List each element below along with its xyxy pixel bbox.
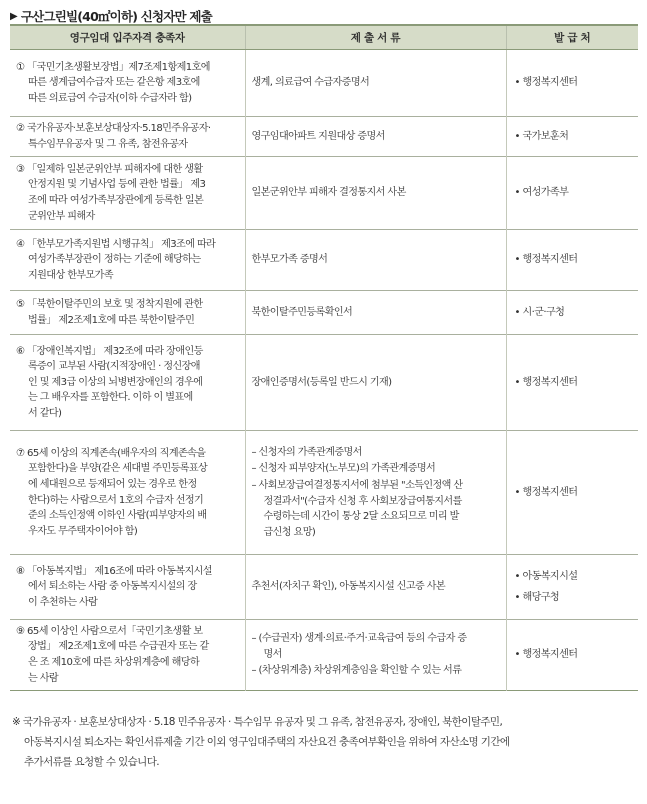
section-title: [10, 6, 212, 26]
footnote-line: 추가서류를 요청할 수 있습니다.: [24, 756, 160, 768]
document-line: 수령하는데 시간이 통상 2달 소요되므로 미리 발: [263, 511, 459, 523]
table-body: [10, 50, 638, 691]
document-line: 장애인증명서(등록일 반드시 기재): [251, 376, 392, 388]
eligibility-line: 특수임무유공자 및 그 유족, 참전유공자: [28, 138, 188, 150]
eligibility-cell: [10, 291, 245, 335]
eligibility-line: ⑤ 「북한이탈주민의 보호 및 정착지원에 관한: [16, 298, 203, 310]
eligibility-line: 인 및 제3급 이상의 뇌병변장애인의 경우에: [28, 376, 203, 388]
eligibility-line: 이 추천하는 사람: [28, 596, 98, 608]
issuer-item: • 국가보훈처: [514, 130, 569, 142]
eligibility-line: 는 그 배우자를 포함한다. 이하 이 별표에: [28, 392, 193, 404]
eligibility-line: 지원대상 한부모가족: [28, 269, 113, 281]
eligibility-line: ⑥ 「장애인복지법」 제32조에 따라 장애인등: [16, 345, 203, 357]
eligibility-line: 은 조 제10호에 따른 차상위계층에 해당하: [28, 657, 200, 668]
table-row: [10, 117, 638, 157]
document-line: 영구임대아파트 지원대상 증명서: [251, 130, 385, 142]
document-item: [252, 252, 500, 268]
eligibility-cell: [10, 117, 245, 157]
document-line: 급신청 요망): [263, 526, 316, 538]
header-eligible: 영구임대 입주자격 충족자: [10, 25, 245, 50]
issuer-item: • 행정복지센터: [514, 254, 578, 266]
documents-cell: [245, 620, 506, 691]
eligibility-line: 서 같다): [28, 407, 62, 419]
eligibility-line: 준의 소득인정액 이하인 사람(피부양자의 배: [28, 510, 207, 522]
issuer-cell: [506, 230, 638, 291]
eligibility-cell: [10, 555, 245, 620]
issuer-cell: [506, 555, 638, 620]
eligibility-cell: [10, 50, 245, 117]
documents-cell: [245, 555, 506, 620]
issuer-item: • 행정복지센터: [514, 376, 578, 388]
eligibility-cell: [10, 157, 245, 230]
eligibility-line: 는 사람: [28, 672, 59, 684]
table-row: [10, 620, 638, 691]
issuer-item: • 행정복지센터: [514, 77, 578, 89]
table-row: [10, 291, 638, 335]
eligibility-line: 안정지원 및 기념사업 등에 관한 법률」 제3: [28, 179, 206, 191]
eligibility-line: ⑨ 65세 이상인 사람으로서「국민기초생활 보: [16, 625, 203, 637]
issuer-cell: [506, 157, 638, 230]
table-row: [10, 431, 638, 555]
document-item: [252, 663, 500, 679]
document-line: 북한이탈주민등록확인서: [251, 306, 353, 318]
eligibility-line: ② 국가유공자·보훈보상대상자·5.18민주유공자·: [16, 122, 211, 134]
issuer-item: • 행정복지센터: [514, 649, 578, 661]
documents-cell: [245, 50, 506, 117]
eligibility-cell: [10, 335, 245, 431]
eligibility-cell: [10, 620, 245, 691]
documents-cell: [245, 117, 506, 157]
document-line: – (차상위계층) 차상위계층임을 확인할 수 있는 서류: [251, 665, 462, 677]
table-row: [10, 335, 638, 431]
triangle-icon: ▶: [10, 10, 17, 22]
section-title-text: 구산그린빌(40㎡이하) 신청자만 제출: [20, 9, 212, 24]
document-item: [252, 478, 500, 540]
table-header-row: [10, 25, 638, 50]
table-row: [10, 555, 638, 620]
document-item: [252, 305, 500, 321]
eligibility-line: 법률」 제2조제1호에 따른 북한이탈주민: [28, 314, 195, 326]
document-line: – (수급권자) 생계·의료·주거·교육급여 등의 수급자 증: [251, 633, 467, 645]
document-line: 한부모가족 증명서: [251, 254, 328, 266]
eligibility-line: 에 세대원으로 등재되어 있는 경우로 한정: [28, 478, 197, 490]
eligibility-line: ⑦ 65세 이상의 직계존속(배우자의 직계존속을: [16, 447, 206, 459]
table-row: [10, 230, 638, 291]
issuer-item: • 행정복지센터: [514, 486, 578, 498]
eligibility-line: 에서 퇴소하는 사람 중 아동복지시설의 장: [28, 581, 197, 593]
eligibility-line: 포함한다)을 부양(같은 세대별 주민등록표상: [28, 463, 208, 475]
document-item: [252, 445, 500, 461]
table-row: [10, 50, 638, 117]
document-line: 추천서(자치구 확인), 아동복지시설 신고증 사본: [251, 581, 446, 593]
issuer-cell: [506, 291, 638, 335]
document-item: [252, 461, 500, 477]
eligibility-line: 여성가족부장관이 정하는 기준에 해당하는: [28, 254, 201, 266]
issuer-item: • 해당구청: [514, 591, 560, 603]
eligibility-line: 군위안부 피해자: [28, 210, 95, 222]
eligibility-cell: [10, 431, 245, 555]
documents-cell: [245, 230, 506, 291]
document-line: – 사회보장급여결정통지서에 첨부된 "소득인정액 산: [251, 479, 463, 491]
issuer-item: • 아동복지시설: [514, 570, 578, 582]
document-item: [252, 631, 500, 662]
header-documents: 제 출 서 류: [245, 25, 506, 50]
eligibility-line: 록증이 교부된 사람(지적장애인 · 정신장애: [28, 361, 200, 373]
eligibility-line: 장법」 제2조제1호에 따른 수급권자 또는 같: [28, 641, 209, 653]
documents-table: [10, 24, 638, 691]
eligibility-line: ⑧ 「아동복지법」 제16조에 따라 아동복지시설: [16, 565, 212, 577]
documents-cell: [245, 157, 506, 230]
document-line: 정결과서"(수급자 신청 후 사회보장급여통지서를: [263, 495, 462, 507]
eligibility-line: 조에 따라 여성가족부장관에게 등록한 일본: [28, 195, 204, 206]
header-issuer: 발 급 처: [506, 25, 638, 50]
eligibility-cell: [10, 230, 245, 291]
document-line: 명서: [263, 648, 282, 660]
issuer-cell: [506, 431, 638, 555]
footnote-line: ※ 국가유공자 · 보훈보상대상자 · 5.18 민주유공자 · 특수임무 유공자 및 그 유족, 참전유공자, 장애인, 북한이탈주민,: [12, 716, 503, 728]
issuer-item: • 시·군·구청: [514, 306, 565, 318]
document-item: [252, 129, 500, 145]
issuer-cell: [506, 335, 638, 431]
document-line: 일본군위안부 피해자 결정통지서 사본: [251, 187, 406, 199]
document-item: [252, 185, 500, 201]
issuer-item: • 여성가족부: [514, 187, 569, 199]
table-row: [10, 157, 638, 230]
issuer-cell: [506, 117, 638, 157]
eligibility-line: ③ 「일제하 일본군위안부 피해자에 대한 생활: [16, 163, 203, 175]
document-line: – 신청자 피부양자(노부모)의 가족관계증명서: [251, 463, 436, 475]
document-item: [252, 375, 500, 391]
eligibility-line: ④ 「한부모가족지원법 시행규칙」 제3조에 따라: [16, 238, 216, 250]
issuer-cell: [506, 50, 638, 117]
eligibility-line: 한다)하는 사람으로서 1호의 수급자 선정기: [28, 494, 204, 506]
eligibility-line: 우자도 무주택자이어야 함): [28, 525, 138, 537]
footnote-line: 아동복지시설 퇴소자는 확인서류제출 기간 이외 영구임대주택의 자산요건 충족여부확인을 위하여 자산소명 기간에: [24, 736, 510, 748]
document-item: [252, 579, 500, 595]
document-line: 생계, 의료급여 수급자증명서: [251, 77, 370, 89]
documents-cell: [245, 335, 506, 431]
eligibility-line: 따른 생계급여수급자 또는 같은항 제3호에: [28, 77, 200, 89]
documents-cell: [245, 291, 506, 335]
eligibility-line: 따른 의료급여 수급자(이하 수급자라 함): [28, 92, 192, 104]
issuer-cell: [506, 620, 638, 691]
footnote: [12, 712, 636, 772]
documents-cell: [245, 431, 506, 555]
eligibility-line: ① 「국민기초생활보장법」제7조제1항제1호에: [16, 61, 210, 73]
document-line: – 신청자의 가족관계증명서: [251, 446, 362, 458]
document-item: [252, 75, 500, 91]
